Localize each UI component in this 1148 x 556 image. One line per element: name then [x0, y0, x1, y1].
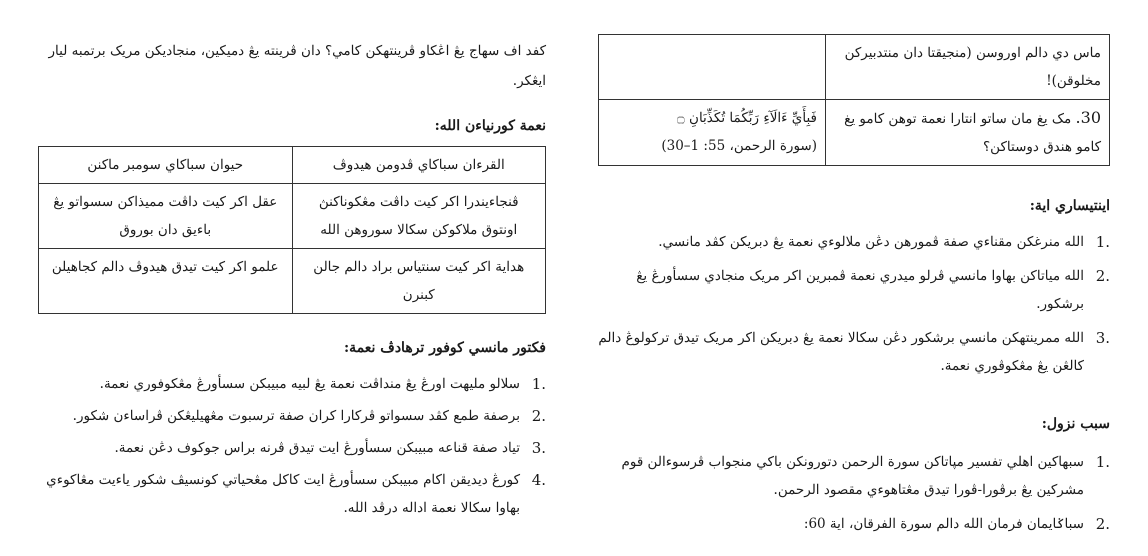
faktor-heading: فکتور مانسي کوفور ترهادڤ نعمة:	[344, 340, 546, 356]
list-item: 1. سلالو مليهت اورڠ يڠ منداڤت نعمة يڠ لبيه مبيبکن سسأورڠ مڠکوفوري نعمة.	[99, 375, 546, 393]
list-item: 2. سباݢايمان فرمان الله دالم سورة الفرقان، اية 60:	[803, 515, 1110, 533]
nikmat-table	[38, 146, 546, 314]
table-cell: ڤنجاءيندرا اکر کيت داڤت مڠکوناکنڽ اونتوق ملاکوکن سکالا سوروهن الله	[292, 184, 546, 249]
verse-arabic-2	[599, 100, 826, 166]
table-cell: هداية اکر کيت سنتياس براد دالم جالن کبنرن	[292, 249, 546, 314]
verse-malay-1: ماس دي دالم اوروسن (منجيقتا دان منتدبيرکن مخلوقن)!	[826, 35, 1110, 100]
verse-number: 30.	[1075, 108, 1101, 127]
sabab-list	[598, 448, 1110, 538]
verse-malay-2: 30. مک يغ مان ساتو انتارا نعمة توهن کامو يغ کامو هندق دوستاکن؟	[826, 100, 1110, 166]
table-row	[39, 184, 546, 249]
list-item: 1. سبهاکين اهلي تفسير مڽاتاکن سورة الرحمن دتورونکن باکي منجواب ڤرسوءالن قوم مشرکين يڠ برڤورا-ڤورا تيدق مڠتاهوءي مقصود الرحمن.	[621, 453, 1110, 498]
table-header: حيوان سباکاي سومبر ماکنن	[39, 147, 293, 184]
list-item: 3. الله ممرينتهکن مانسي برشکور دڠن سکالا نعمة يڠ دبريکن اکر مريک تيدق ترکولوڠ دالم کالڠن يڠ مڠکوڤوري نعمة.	[598, 329, 1110, 374]
verse-table	[598, 34, 1110, 166]
verse-row-1	[599, 35, 1110, 100]
table-header: القرءان سباکاي ڤدومن هيدوڤ	[292, 147, 546, 184]
list-item: 1. الله منرغکن مقناءي صفة ڤمورهن دڠن ملالوءي نعمة يڠ دبريکن کڤد مانسي.	[658, 233, 1110, 251]
list-item: 4. کورڠ ديديقن اکام مبيبکن سسأورڠ ايت کاکل مڠحياتي کونسيڤ شکور ياءيت مڠاکوءي بهاوا سکالا نعمة اداله درڤد الله.	[46, 471, 546, 516]
intisari-list	[598, 228, 1110, 380]
verse-arabic-1	[599, 35, 826, 100]
sabab-heading: سبب نزول:	[1041, 416, 1110, 432]
verse-arabic-text: فَبِأَيِّ ءَالَآءِ رَبِّكُمَا تُكَذِّبَانِ ۝	[676, 110, 817, 126]
list-item: 2. برصفة طمع کڤد سسواتو ڤرکارا کران صفة ترسبوت مڠهيليڠکن ڤراساءن شکور.	[72, 407, 546, 425]
intro-paragraph: کفد اف سهاج يڠ اڠکاو ڤرينتهکن کامي؟ دان ڤرينته يڠ دميکين، منجاديکن مريک برتمبه ليار ايڠکر.	[48, 43, 546, 89]
table-header-row	[39, 147, 546, 184]
faktor-list	[38, 370, 546, 522]
table-row	[39, 249, 546, 314]
verse-row-2	[599, 100, 1110, 166]
nikmat-heading: نعمة کورنياءن الله:	[434, 118, 546, 134]
list-item: 2. الله مياتاکن بهاوا مانسي ڤرلو ميدري نعمة ڤمبرين اکر مريک منجادي سسأورڠ يڠ برشکور.	[636, 267, 1110, 312]
intisari-heading: اينتيساري اية:	[1029, 198, 1110, 214]
verse-reference: (سورة الرحمن، 55: 1–30)	[661, 138, 817, 154]
table-cell: علمو اکر کيت تيدق هيدوڤ دالم کجاهيلن	[39, 249, 293, 314]
table-cell: عقل اکر کيت داڤت مميذاکن سسواتو يڠ باءيق دان بوروق	[39, 184, 293, 249]
list-item: 3. تياد صفة قناعه مبيبکن سسأورڠ ايت تيدق ڤرنه براس جوکوف دڠن نعمة.	[114, 439, 546, 457]
